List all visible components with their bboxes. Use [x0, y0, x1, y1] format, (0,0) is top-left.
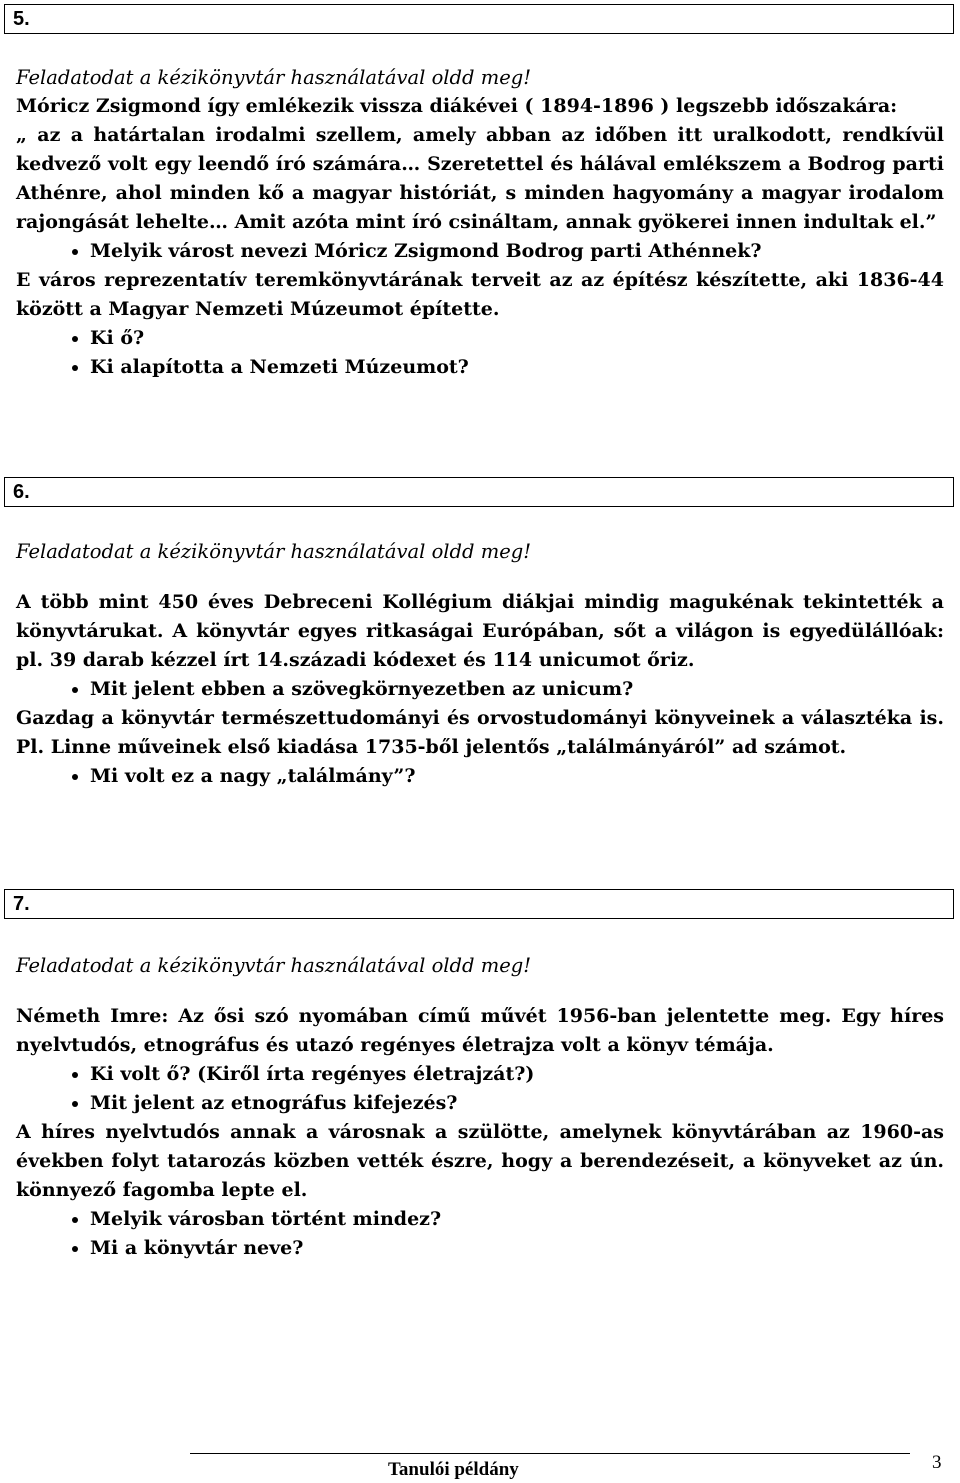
paragraph: Móricz Zsigmond így emlékezik vissza diákévei ( 1894-1896 ) legszebb időszakára:	[16, 95, 898, 117]
question-list	[16, 1205, 944, 1263]
question-item: • Ki volt ő? (Kiről írta regényes életrajzát?)	[90, 1060, 944, 1089]
question-item: • Melyik városban történt mindez?	[90, 1205, 944, 1234]
section-5-header	[4, 4, 954, 34]
footer-label: Tanulói példány	[388, 1459, 519, 1480]
section-7-body	[16, 951, 944, 1263]
paragraph: Gazdag a könyvtár természettudományi és orvostudományi könyveinek a választéka is. Pl. Linne műveinek első kiadása 1735-ből jelentős „találmányáról” ad számot.	[16, 707, 944, 758]
instruction: Feladatodat a kézikönyvtár használatával oldd meg!	[16, 540, 532, 563]
question-item: • Mit jelent ebben a szövegkörnyezetben az unicum?	[90, 675, 944, 704]
instruction: Feladatodat a kézikönyvtár használatával oldd meg!	[16, 954, 532, 977]
page-footer	[0, 1453, 960, 1483]
quote: „ az a határtalan irodalmi szellem, amely abban az időben itt uralkodott, rendkívül kedvező volt egy leendő író számára… Szeretettel és hálával emlékszem a Bodrog parti Athénre, ahol minden kő a magyar históriát, s minden hagyomány a magyar irodalom rajongását lehelte… Amit azóta mint író csináltam, annak gyökerei innen indultak el.”	[16, 124, 944, 233]
footer-rule	[190, 1453, 910, 1454]
section-7-header	[4, 889, 954, 919]
question-item: • Melyik várost nevezi Móricz Zsigmond Bodrog parti Athénnek?	[90, 237, 944, 266]
section-6-header	[4, 477, 954, 507]
paragraph: E város reprezentatív teremkönyvtárának terveit az az építész készítette, aki 1836-44 között a Magyar Nemzeti Múzeumot építette.	[16, 269, 944, 320]
question-list	[16, 762, 944, 791]
section-number: 6.	[13, 481, 30, 503]
question-list	[16, 675, 944, 704]
question-item: • Mit jelent az etnográfus kifejezés?	[90, 1089, 944, 1118]
section-number: 5.	[13, 8, 30, 30]
question-list	[16, 1060, 944, 1118]
question-item: • Mi a könyvtár neve?	[90, 1234, 944, 1263]
question-item: • Ki ő?	[90, 324, 944, 353]
paragraph: Németh Imre: Az ősi szó nyomában című művét 1956-ban jelentette meg. Egy híres nyelvtudós, etnográfus és utazó regényes életrajza volt a könyv témája.	[16, 1005, 944, 1056]
instruction: Feladatodat a kézikönyvtár használatával oldd meg!	[16, 66, 532, 89]
section-5-body	[16, 63, 944, 382]
question-item: • Mi volt ez a nagy „találmány”?	[90, 762, 944, 791]
section-number: 7.	[13, 893, 30, 915]
question-list	[16, 237, 944, 266]
paragraph: A híres nyelvtudós annak a városnak a szülötte, amelynek könyvtárában az 1960-as években folyt tatarozás közben vették észre, hogy a berendezéseit, a könyveket az ún. könnyező fagomba lepte el.	[16, 1121, 944, 1201]
question-list	[16, 324, 944, 382]
section-6-body	[16, 537, 944, 791]
question-item: • Ki alapította a Nemzeti Múzeumot?	[90, 353, 944, 382]
page-number: 3	[932, 1452, 942, 1473]
paragraph: A több mint 450 éves Debreceni Kollégium diákjai mindig magukénak tekintették a könyvtárukat. A könyvtár egyes ritkaságai Európában, sőt a világon is egyedülállóak: pl. 39 darab kézzel írt 14.századi kódexet és 114 unicumot őriz.	[16, 591, 944, 671]
